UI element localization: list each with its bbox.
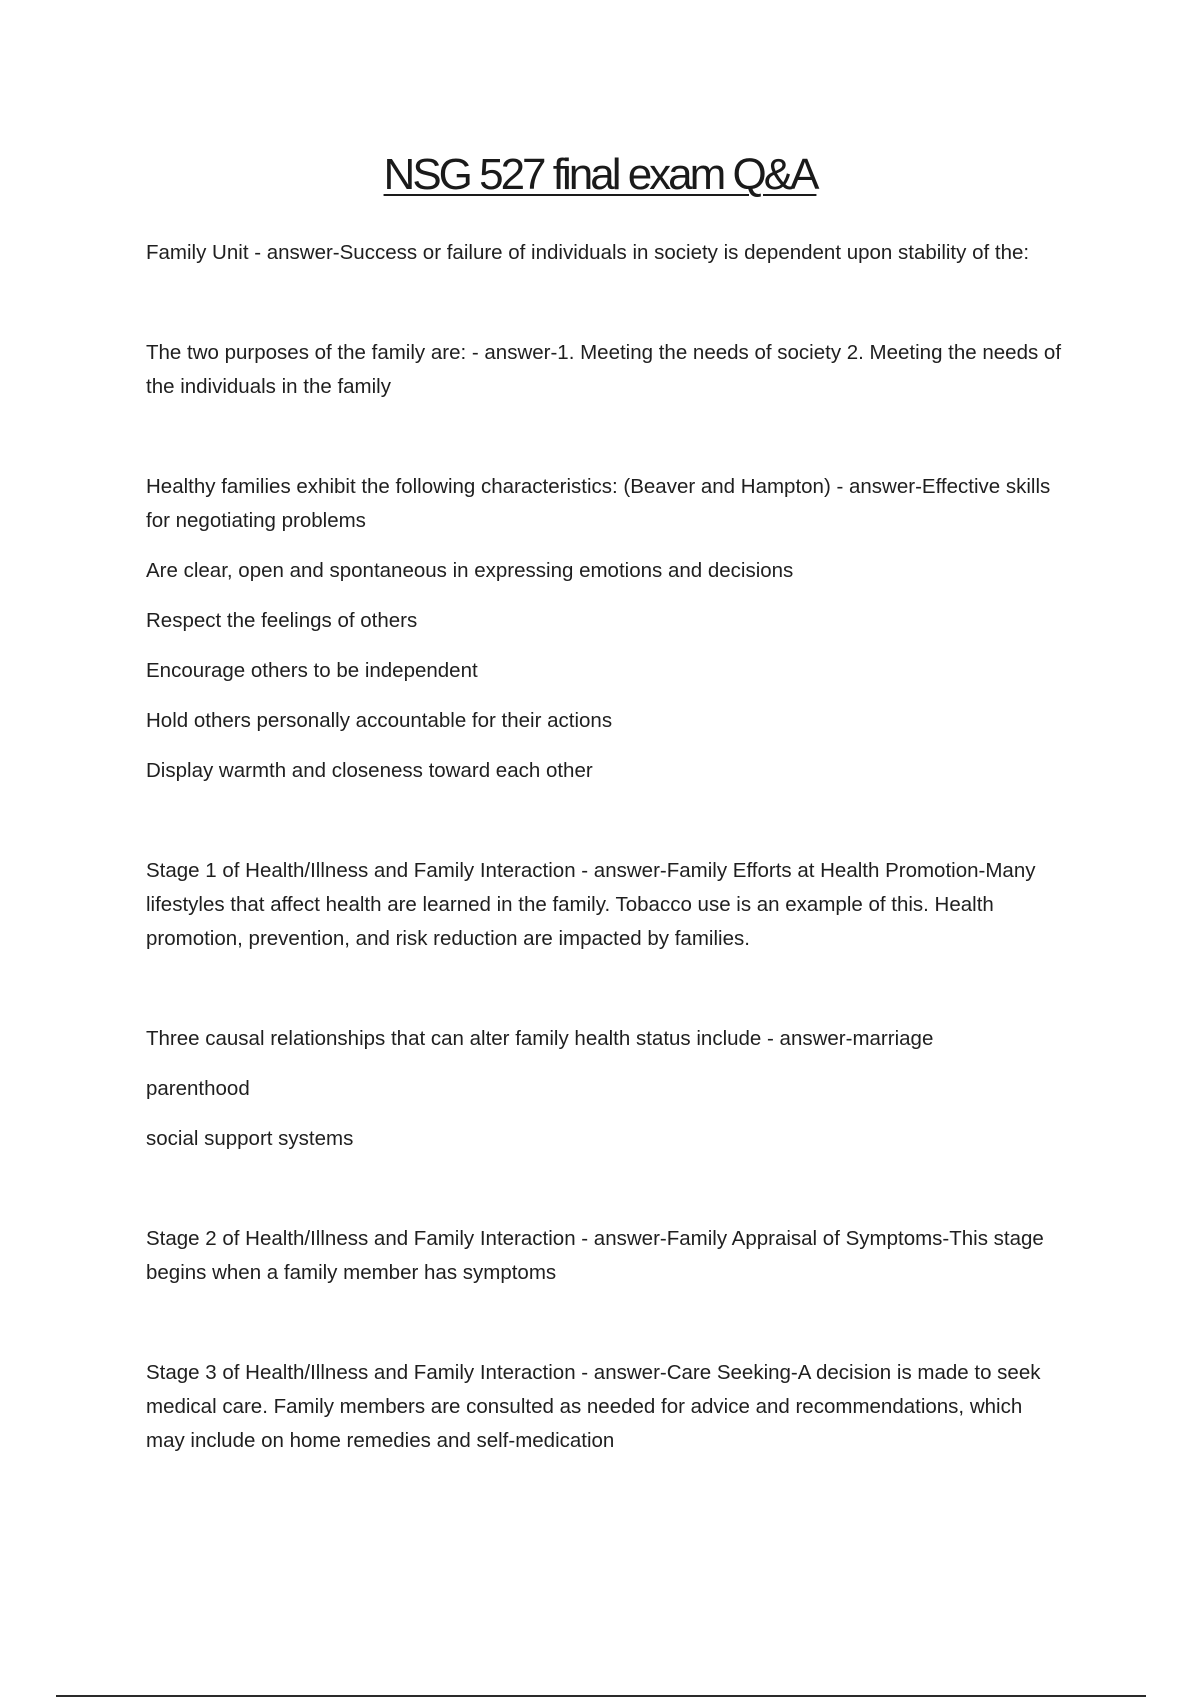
qa-entry-stage-3: [146, 1356, 1066, 1458]
qa-line: The two purposes of the family are: - answer-1. Meeting the needs of society 2. Meeting the needs of the individuals in the family: [146, 341, 1062, 398]
qa-line: Display warmth and closeness toward each other: [146, 759, 593, 782]
qa-entry-stage-1: [146, 854, 1066, 956]
qa-line: Respect the feelings of others: [146, 609, 418, 632]
qa-line: Healthy families exhibit the following characteristics: (Beaver and Hampton) - answer-Effective skills for negotiating problems: [146, 475, 1051, 532]
qa-line: Hold others personally accountable for their actions: [146, 709, 613, 732]
qa-line: Stage 3 of Health/Illness and Family Interaction - answer-Care Seeking-A decision is made to seek medical care. Family members are consulted as needed for advice and recommendations, which may include on home remedies and self-medication: [146, 1361, 1041, 1452]
qa-line: Encourage others to be independent: [146, 659, 478, 682]
qa-entry-family-unit: [146, 236, 1066, 270]
qa-line: Stage 2 of Health/Illness and Family Interaction - answer-Family Appraisal of Symptoms-This stage begins when a family member has symptoms: [146, 1227, 1044, 1284]
qa-entry-causal-relationships: [146, 1022, 1066, 1156]
qa-entry-healthy-families: [146, 470, 1066, 788]
page-title: NSG 527 final exam Q&A: [383, 150, 817, 199]
qa-list: [146, 236, 1066, 1474]
qa-line: social support systems: [146, 1127, 354, 1150]
page-bottom-divider: [56, 1695, 1146, 1697]
qa-line: parenthood: [146, 1077, 250, 1100]
qa-line: Family Unit - answer-Success or failure of individuals in society is dependent upon stability of the:: [146, 241, 1030, 264]
qa-entry-family-purposes: [146, 336, 1066, 404]
qa-line: Are clear, open and spontaneous in expressing emotions and decisions: [146, 559, 794, 582]
qa-line: Stage 1 of Health/Illness and Family Interaction - answer-Family Efforts at Health Promotion-Many lifestyles that affect health are learned in the family. Tobacco use is an example of this. Health promotion, prevention, and risk reduction are impacted by families.: [146, 859, 1036, 950]
qa-line: Three causal relationships that can alter family health status include - answer-marriage: [146, 1027, 934, 1050]
qa-entry-stage-2: [146, 1222, 1066, 1290]
